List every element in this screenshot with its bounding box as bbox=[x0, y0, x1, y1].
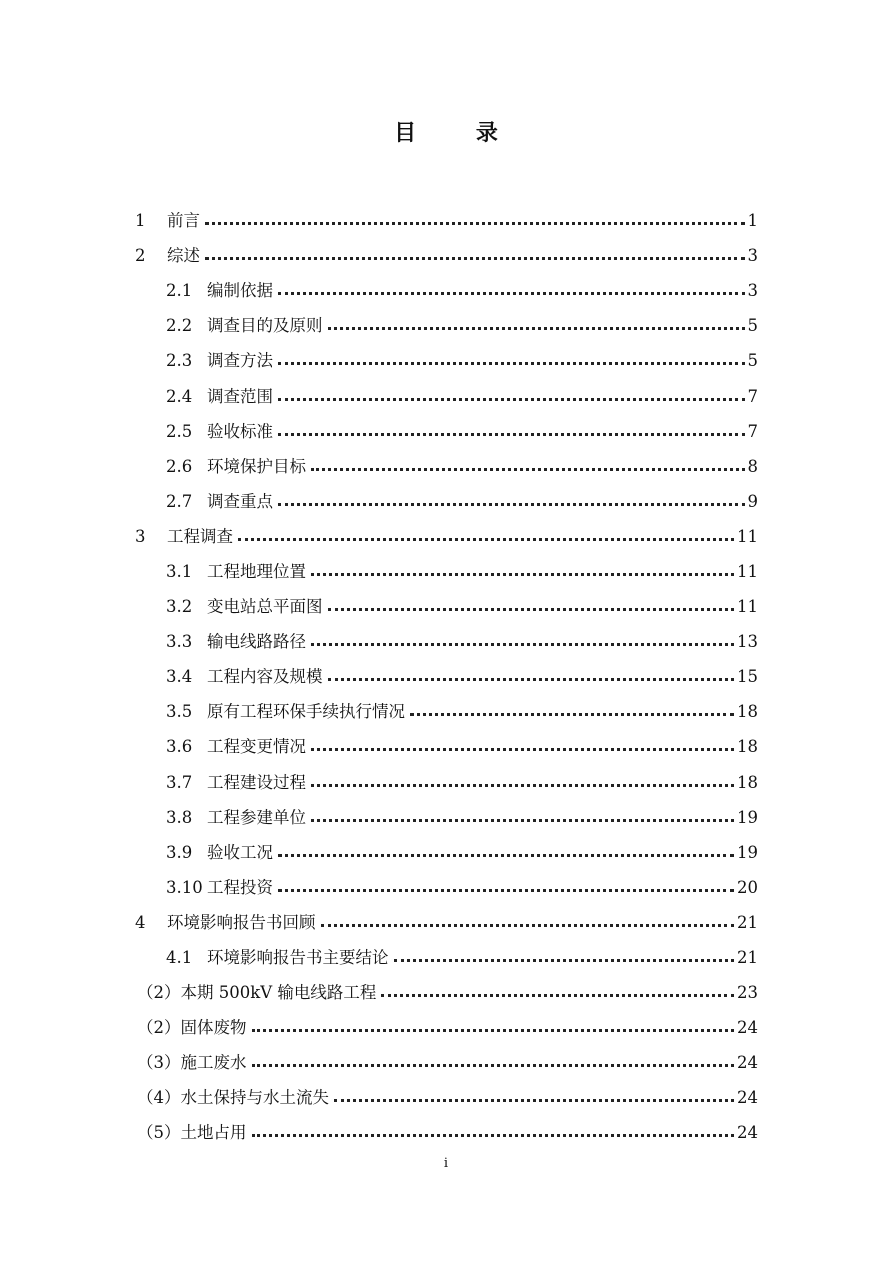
toc-entry-label: 本期 500kV 输电线路工程 bbox=[180, 983, 377, 1003]
toc-entry-page: 13 bbox=[737, 632, 758, 652]
toc-entry-page: 15 bbox=[737, 667, 758, 687]
toc-entry-label: 工程调查 bbox=[167, 526, 233, 546]
toc-entry-number: 3.4 bbox=[166, 667, 193, 687]
toc-entry-label: 施工废水 bbox=[180, 1053, 247, 1073]
toc-dot-leader bbox=[311, 819, 734, 822]
toc-entry-number: 4.1 bbox=[166, 948, 193, 968]
toc-entry[interactable] bbox=[0, 1010, 892, 1045]
toc-entry-number: 3.3 bbox=[166, 632, 193, 652]
toc-dot-leader bbox=[311, 784, 734, 787]
toc-entry-label: 调查方法 bbox=[207, 351, 273, 371]
toc-entry[interactable] bbox=[0, 975, 892, 1010]
toc-entry-page: 1 bbox=[747, 211, 758, 231]
toc-dot-leader bbox=[328, 608, 735, 611]
toc-entry-label: 环境保护目标 bbox=[207, 456, 306, 476]
toc-entry-number: （2） bbox=[137, 983, 181, 1003]
toc-entry[interactable] bbox=[0, 729, 892, 764]
toc-entry[interactable] bbox=[0, 203, 892, 238]
toc-entry-number: 3.2 bbox=[166, 597, 193, 617]
toc-entry-label: 环境影响报告书主要结论 bbox=[207, 948, 389, 968]
toc-entry-label: 输电线路路径 bbox=[207, 632, 306, 652]
toc-dot-leader bbox=[205, 257, 745, 260]
toc-entry-label: 调查目的及原则 bbox=[207, 316, 323, 336]
toc-entry[interactable] bbox=[0, 484, 892, 519]
toc-entry[interactable] bbox=[0, 238, 892, 273]
toc-entry-label: 固体废物 bbox=[180, 1018, 247, 1038]
toc-dot-leader bbox=[278, 398, 745, 401]
toc-dot-leader bbox=[311, 468, 745, 471]
table-of-contents bbox=[0, 203, 892, 1151]
toc-entry-number: 3.9 bbox=[166, 842, 193, 862]
toc-entry[interactable] bbox=[0, 694, 892, 729]
toc-entry[interactable] bbox=[0, 624, 892, 659]
toc-dot-leader bbox=[381, 994, 734, 997]
toc-entry-number: 2.7 bbox=[166, 491, 193, 511]
toc-entry-number: 1 bbox=[135, 211, 146, 231]
toc-entry-page: 24 bbox=[737, 1053, 758, 1073]
toc-entry[interactable] bbox=[0, 659, 892, 694]
toc-dot-leader bbox=[394, 959, 735, 962]
toc-dot-leader bbox=[311, 748, 734, 751]
toc-entry[interactable] bbox=[0, 519, 892, 554]
toc-entry-number: 2 bbox=[135, 246, 146, 266]
toc-dot-leader bbox=[278, 433, 745, 436]
toc-entry-label: 验收标准 bbox=[207, 421, 273, 441]
page-title: 目 录 bbox=[394, 121, 524, 146]
toc-dot-leader bbox=[334, 1099, 734, 1102]
toc-entry-label: 土地占用 bbox=[180, 1123, 247, 1143]
toc-entry-page: 9 bbox=[747, 491, 758, 511]
toc-entry-page: 5 bbox=[747, 351, 758, 371]
toc-entry-number: （3） bbox=[137, 1053, 181, 1073]
toc-entry-label: 调查范围 bbox=[207, 386, 273, 406]
toc-entry-label: 变电站总平面图 bbox=[207, 597, 323, 617]
toc-dot-leader bbox=[328, 678, 735, 681]
toc-entry[interactable] bbox=[0, 343, 892, 378]
toc-entry[interactable] bbox=[0, 905, 892, 940]
toc-entry[interactable] bbox=[0, 835, 892, 870]
toc-entry-number: 3.8 bbox=[166, 807, 193, 827]
toc-entry-label: 工程内容及规模 bbox=[207, 667, 323, 687]
toc-entry-label: 工程参建单位 bbox=[207, 807, 306, 827]
toc-entry-page: 21 bbox=[737, 948, 758, 968]
toc-entry-number: 2.1 bbox=[166, 281, 193, 301]
toc-entry[interactable] bbox=[0, 1080, 892, 1115]
toc-entry-number: 3.7 bbox=[166, 772, 193, 792]
toc-dot-leader bbox=[278, 503, 745, 506]
toc-entry-page: 11 bbox=[737, 526, 758, 546]
page-number-footer: i bbox=[443, 1156, 449, 1171]
toc-dot-leader bbox=[252, 1064, 735, 1067]
toc-entry[interactable] bbox=[0, 414, 892, 449]
toc-entry[interactable] bbox=[0, 589, 892, 624]
toc-entry-page: 24 bbox=[737, 1123, 758, 1143]
toc-entry-page: 3 bbox=[747, 246, 758, 266]
toc-dot-leader bbox=[205, 222, 745, 225]
toc-entry-label: 综述 bbox=[167, 246, 200, 266]
toc-entry-label: 编制依据 bbox=[207, 281, 273, 301]
toc-entry-page: 7 bbox=[747, 386, 758, 406]
toc-dot-leader bbox=[311, 643, 734, 646]
toc-entry-page: 18 bbox=[737, 702, 758, 722]
toc-entry-page: 23 bbox=[737, 983, 758, 1003]
toc-dot-leader bbox=[321, 924, 735, 927]
toc-entry-number: 3.5 bbox=[166, 702, 193, 722]
toc-entry[interactable] bbox=[0, 449, 892, 484]
toc-entry-number: （5） bbox=[137, 1123, 181, 1143]
toc-entry-label: 环境影响报告书回顾 bbox=[167, 912, 316, 932]
toc-entry[interactable] bbox=[0, 940, 892, 975]
toc-dot-leader bbox=[252, 1029, 735, 1032]
toc-entry-page: 5 bbox=[747, 316, 758, 336]
toc-entry-number: 3.6 bbox=[166, 737, 193, 757]
toc-entry-label: 工程变更情况 bbox=[207, 737, 306, 757]
toc-entry-number: 2.2 bbox=[166, 316, 193, 336]
toc-entry-label: 原有工程环保手续执行情况 bbox=[207, 702, 405, 722]
toc-entry-page: 19 bbox=[737, 807, 758, 827]
toc-entry[interactable] bbox=[0, 1045, 892, 1080]
toc-entry-page: 8 bbox=[747, 456, 758, 476]
toc-dot-leader bbox=[278, 854, 734, 857]
toc-entry-page: 7 bbox=[747, 421, 758, 441]
toc-entry-page: 24 bbox=[737, 1018, 758, 1038]
toc-dot-leader bbox=[252, 1134, 735, 1137]
toc-entry-page: 11 bbox=[737, 597, 758, 617]
toc-entry-number: 2.5 bbox=[166, 421, 193, 441]
toc-entry[interactable] bbox=[0, 765, 892, 800]
toc-entry-number: （2） bbox=[137, 1018, 181, 1038]
toc-entry-page: 19 bbox=[737, 842, 758, 862]
toc-entry-page: 18 bbox=[737, 737, 758, 757]
toc-entry-label: 水土保持与水土流失 bbox=[180, 1088, 329, 1108]
toc-entry-page: 11 bbox=[737, 561, 758, 581]
toc-dot-leader bbox=[238, 538, 734, 541]
toc-dot-leader bbox=[410, 713, 734, 716]
toc-entry-label: 工程投资 bbox=[207, 877, 273, 897]
toc-entry[interactable] bbox=[0, 1115, 892, 1150]
toc-entry-label: 工程建设过程 bbox=[207, 772, 306, 792]
toc-entry-page: 20 bbox=[737, 877, 758, 897]
toc-entry-number: 4 bbox=[135, 912, 146, 932]
toc-entry-number: 3.10 bbox=[166, 877, 203, 897]
toc-entry-page: 24 bbox=[737, 1088, 758, 1108]
toc-entry-page: 3 bbox=[747, 281, 758, 301]
toc-entry-label: 前言 bbox=[167, 211, 200, 231]
toc-entry-number: 2.6 bbox=[166, 456, 193, 476]
toc-entry-number: 2.3 bbox=[166, 351, 193, 371]
toc-entry-page: 18 bbox=[737, 772, 758, 792]
toc-entry-number: 3.1 bbox=[166, 561, 193, 581]
toc-entry-label: 调查重点 bbox=[207, 491, 273, 511]
toc-entry[interactable] bbox=[0, 378, 892, 413]
toc-entry-number: （4） bbox=[137, 1088, 181, 1108]
toc-dot-leader bbox=[328, 327, 745, 330]
toc-entry[interactable] bbox=[0, 554, 892, 589]
toc-dot-leader bbox=[278, 362, 745, 365]
toc-entry[interactable] bbox=[0, 800, 892, 835]
toc-dot-leader bbox=[278, 889, 734, 892]
toc-dot-leader bbox=[278, 292, 745, 295]
toc-entry-label: 验收工况 bbox=[207, 842, 273, 862]
toc-entry[interactable] bbox=[0, 308, 892, 343]
toc-entry-number: 3 bbox=[135, 526, 146, 546]
toc-entry-label: 工程地理位置 bbox=[207, 561, 306, 581]
toc-entry[interactable] bbox=[0, 870, 892, 905]
toc-dot-leader bbox=[311, 573, 734, 576]
toc-entry-page: 21 bbox=[737, 912, 758, 932]
toc-entry-number: 2.4 bbox=[166, 386, 193, 406]
toc-entry[interactable] bbox=[0, 273, 892, 308]
